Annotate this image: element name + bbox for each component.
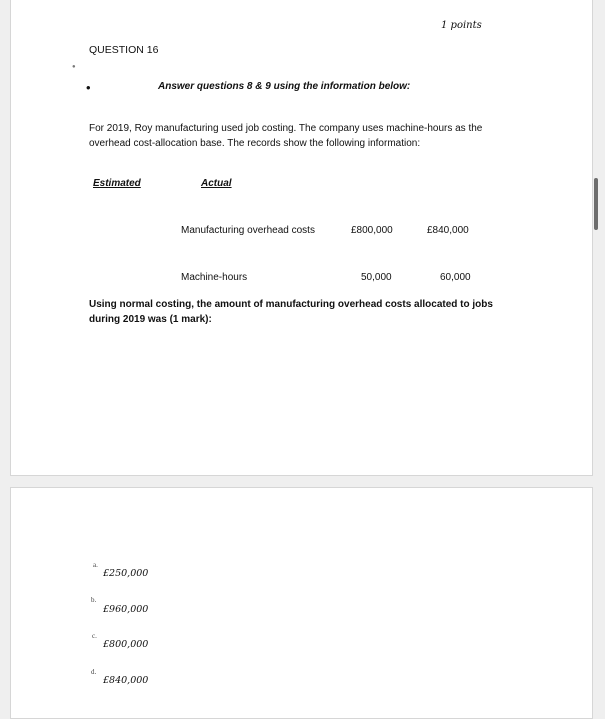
- machine-hours-actual-value: 60,000: [440, 272, 471, 283]
- column-header-estimated: Estimated: [93, 178, 141, 189]
- column-header-actual: Actual: [201, 178, 232, 189]
- question-prompt: Using normal costing, the amount of manufacturing overhead costs allocated to jobs during 2019 was (1 mark):: [89, 299, 493, 325]
- option-b-text[interactable]: £960,000: [103, 604, 149, 615]
- overhead-actual-value: £840,000: [427, 225, 469, 236]
- question-card: [10, 0, 593, 476]
- option-d-text[interactable]: £840,000: [103, 675, 149, 686]
- dot-marker-icon: ●: [72, 64, 76, 70]
- points-label: 1 points: [441, 20, 482, 31]
- answers-card: [10, 487, 593, 719]
- question-number: QUESTION 16: [89, 44, 159, 56]
- row-label-machine-hours: Machine-hours: [181, 272, 248, 283]
- question-intro: Answer questions 8 & 9 using the information below:: [158, 81, 411, 92]
- option-c-letter: c.: [92, 632, 97, 640]
- option-c-text[interactable]: £800,000: [103, 639, 149, 650]
- option-b-letter: b.: [91, 596, 97, 604]
- overhead-estimated-value: £800,000: [351, 225, 393, 236]
- bullet-icon: •: [86, 80, 91, 95]
- scrollbar-thumb[interactable]: [594, 178, 598, 230]
- row-label-overhead: Manufacturing overhead costs: [181, 225, 315, 236]
- question-paragraph: For 2019, Roy manufacturing used job costing. The company uses machine-hours as the overhead cost-allocation base. The records show the following information:: [89, 123, 483, 149]
- machine-hours-estimated-value: 50,000: [361, 272, 392, 283]
- option-a-text[interactable]: £250,000: [103, 568, 149, 579]
- option-d-letter: d.: [91, 668, 97, 676]
- option-a-letter: a.: [93, 561, 98, 569]
